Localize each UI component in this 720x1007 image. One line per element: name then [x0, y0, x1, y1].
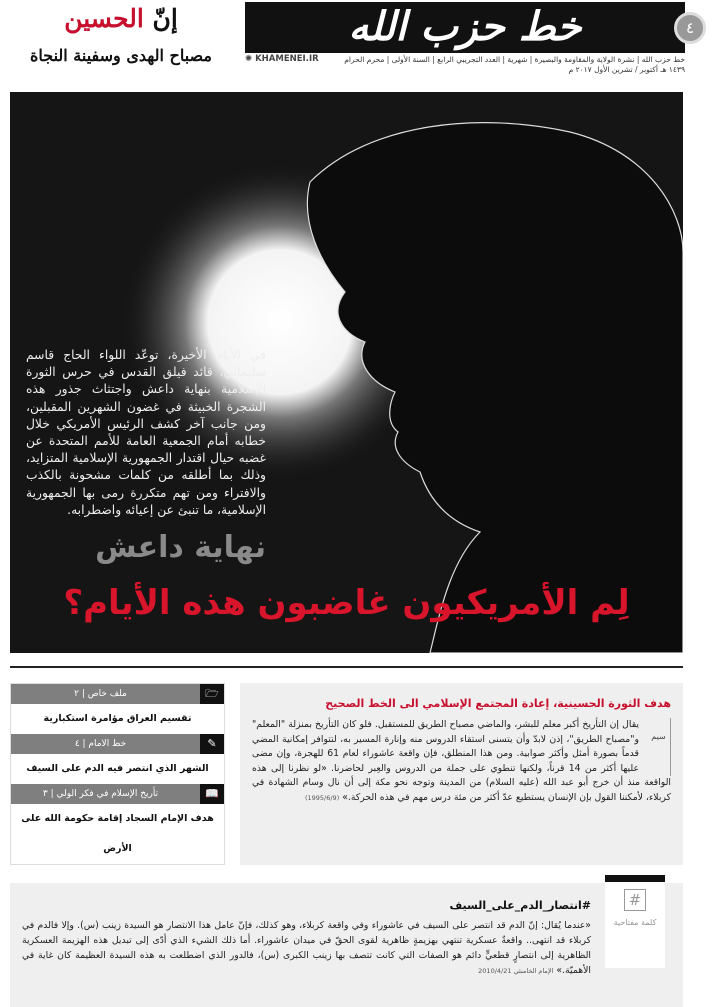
keyword-card-bar: [605, 875, 665, 882]
hero-content: [10, 347, 683, 625]
publication-info: خط حزب الله | نشرة الولاية والمقاومة والبصيرة | شهرية | العدد التجريبي الرابع | السنة الأولى | محرم الحرام ١٤٣٩ هـ أكتوبر / تشرين الأول ٢٠١٧ م: [344, 55, 685, 74]
keyword-card: [605, 882, 665, 968]
book-icon: 📖: [200, 784, 224, 804]
keyword-section: [10, 883, 683, 1007]
calligraphy-icon: ✎: [200, 734, 224, 754]
toc-section-header: [11, 734, 224, 754]
keyword-quote: [22, 918, 591, 979]
site-link[interactable]: ✺ KHAMENEI.IR: [245, 54, 319, 64]
toc-section-label: خط الامام | ٤: [74, 739, 127, 749]
toc-section-label: ملف خاص | ٢: [74, 689, 127, 699]
site-name: KHAMENEI.IR: [255, 54, 319, 64]
calligraphy-red-text: الحسين: [64, 4, 144, 33]
signature-text: سيم: [651, 732, 666, 741]
hero-text-column: [26, 347, 266, 567]
keyword-quote-text: «عندما يُقال: إنّ الدم قد انتصر على السيف في عاشوراء وفي واقعة كربلاء، وهو كذلك، فإنّ عامل هذا الانتصار هو السيدة زينب (س). وإلا فالدم في كربلاء قد انتهى.. واقعةٌ عسكرية تنتهي بهزيمةٍ ظاهرية لقوى الحقّ في ميدان عاشوراء. أما ذلك الشيء الذي أدّى إلى تبديل هذه الهزيمة العسكرية الظاهرية إلى انتصارٍ قطعيٍّ دائم هو الصفات التي كانت تتصف بها زينب الكبرى (س)، فالدور الذي اضطلعت به هذه السيدة العظيمة كان غاية في الأهميّة.»: [22, 920, 591, 976]
hero-article-text: في الأيام الأخيرة، توعّد اللواء الحاج قاسم سليماني، قائد فيلق القدس في حرس الثورة الإسلامية بنهاية داعش واجتثاث جذور هذه الشجرة الخبيثة في غضون الشهرين المقبلين، ومن جانب آخر كشف الرئيس الأمريكي خلال خطابه أمام الجمعية العامة للأمم المتحدة عن غضبه حيال اقتدار الجمهورية الإسلامية المتزايد، وذلك بما أطلقه من كلمات مشحونة بالكذب والافتراء ومن تهم متكررة رمى بها الجمهورية الإسلامية، ما تنبئ عن إعيائه واضطرابه.: [26, 347, 266, 517]
bottom-section: [10, 683, 683, 1007]
keyword-box: [10, 883, 683, 1007]
hero-kicker: نهاية داعش: [95, 530, 266, 565]
table-of-contents: [10, 683, 225, 865]
folder-icon: 🗁: [200, 684, 224, 704]
calligraphy-text: إنّ: [152, 4, 178, 33]
keyword-hashtag[interactable]: #انتصار_الدم_على_السيف: [449, 899, 591, 912]
masthead-subline: [245, 55, 685, 74]
toc-section-header: [11, 784, 224, 804]
toc-title[interactable]: الشهر الذي انتصر فيه الدم على السيف: [26, 763, 209, 774]
lead-article-text: يقال إن التأريخ أكبر معلم للبشر، والماضي مصباح الطريق للمستقبل. فلو كان التأريخ بمنزلة "المعلم" و"مصباح الطريق"، إذن لابدّ وأن يتسنى استقاء الدروس منه وإنارة المسير به، لتتوافر إمكانية المضي قدماً بصورة أمثل وأكثر صوابية. ومن هذا المنطلق، فإن واقعة عاشوراء لعام 61 للهجرة، وإن مضى عليها أكثر من 14 قرناً، ولكنها تنطوي على جملة من الدروس والعِبر لحاضرنا. «لو نظرنا إلى هذه الواقعة منذ أن خرج أبو عبد الله (عليه السلام) من المدينة وتوجه نحو مكة إلى أن نال وسام الشهادة في كربلاء، لأمكننا القول بإن الإنسان يستطيع عدّ أكثر من مئة درس مهم في هذه الحركة.»: [252, 719, 671, 803]
signature-icon: [647, 718, 671, 776]
divider: [10, 666, 683, 668]
lead-article: [240, 683, 683, 865]
toc-section-header: [11, 684, 224, 704]
lead-article-date: (1995/6/9): [304, 793, 340, 802]
hero-headline[interactable]: لِم الأمريكيون غاضبون هذه الأيام؟: [63, 583, 630, 623]
lead-article-body: [252, 718, 671, 805]
toc-entry[interactable]: [11, 734, 224, 784]
toc-entry[interactable]: [11, 684, 224, 734]
hashtag-icon: #: [624, 889, 646, 911]
issue-number-badge: ٤: [674, 12, 706, 44]
toc-title[interactable]: هدف الإمام السجاد إقامة حكومة الله على الأرض: [21, 813, 214, 854]
keyword-source: الإمام الخامنئي 2010/4/21: [478, 967, 554, 975]
hero-image-section: [10, 92, 683, 653]
toc-entry[interactable]: [11, 784, 224, 864]
masthead-logo: خط حزب الله: [245, 2, 685, 53]
toc-title[interactable]: تقسيم العراق مؤامرة استكبارية: [43, 713, 192, 724]
calligraphy-text-2: مصباح الهدى وسفينة النجاة: [30, 46, 212, 65]
lead-article-title[interactable]: هدف الثورة الحسينية، إعادة المجتمع الإسلامي الى الخط الصحيح: [325, 697, 671, 710]
masthead-calligraphy: [2, 2, 240, 74]
bottom-row: [10, 683, 683, 865]
keyword-label: كلمة مفتاحية: [613, 918, 657, 927]
toc-section-label: تأريخ الإسلام في فكر الولي | ٣: [42, 789, 159, 799]
